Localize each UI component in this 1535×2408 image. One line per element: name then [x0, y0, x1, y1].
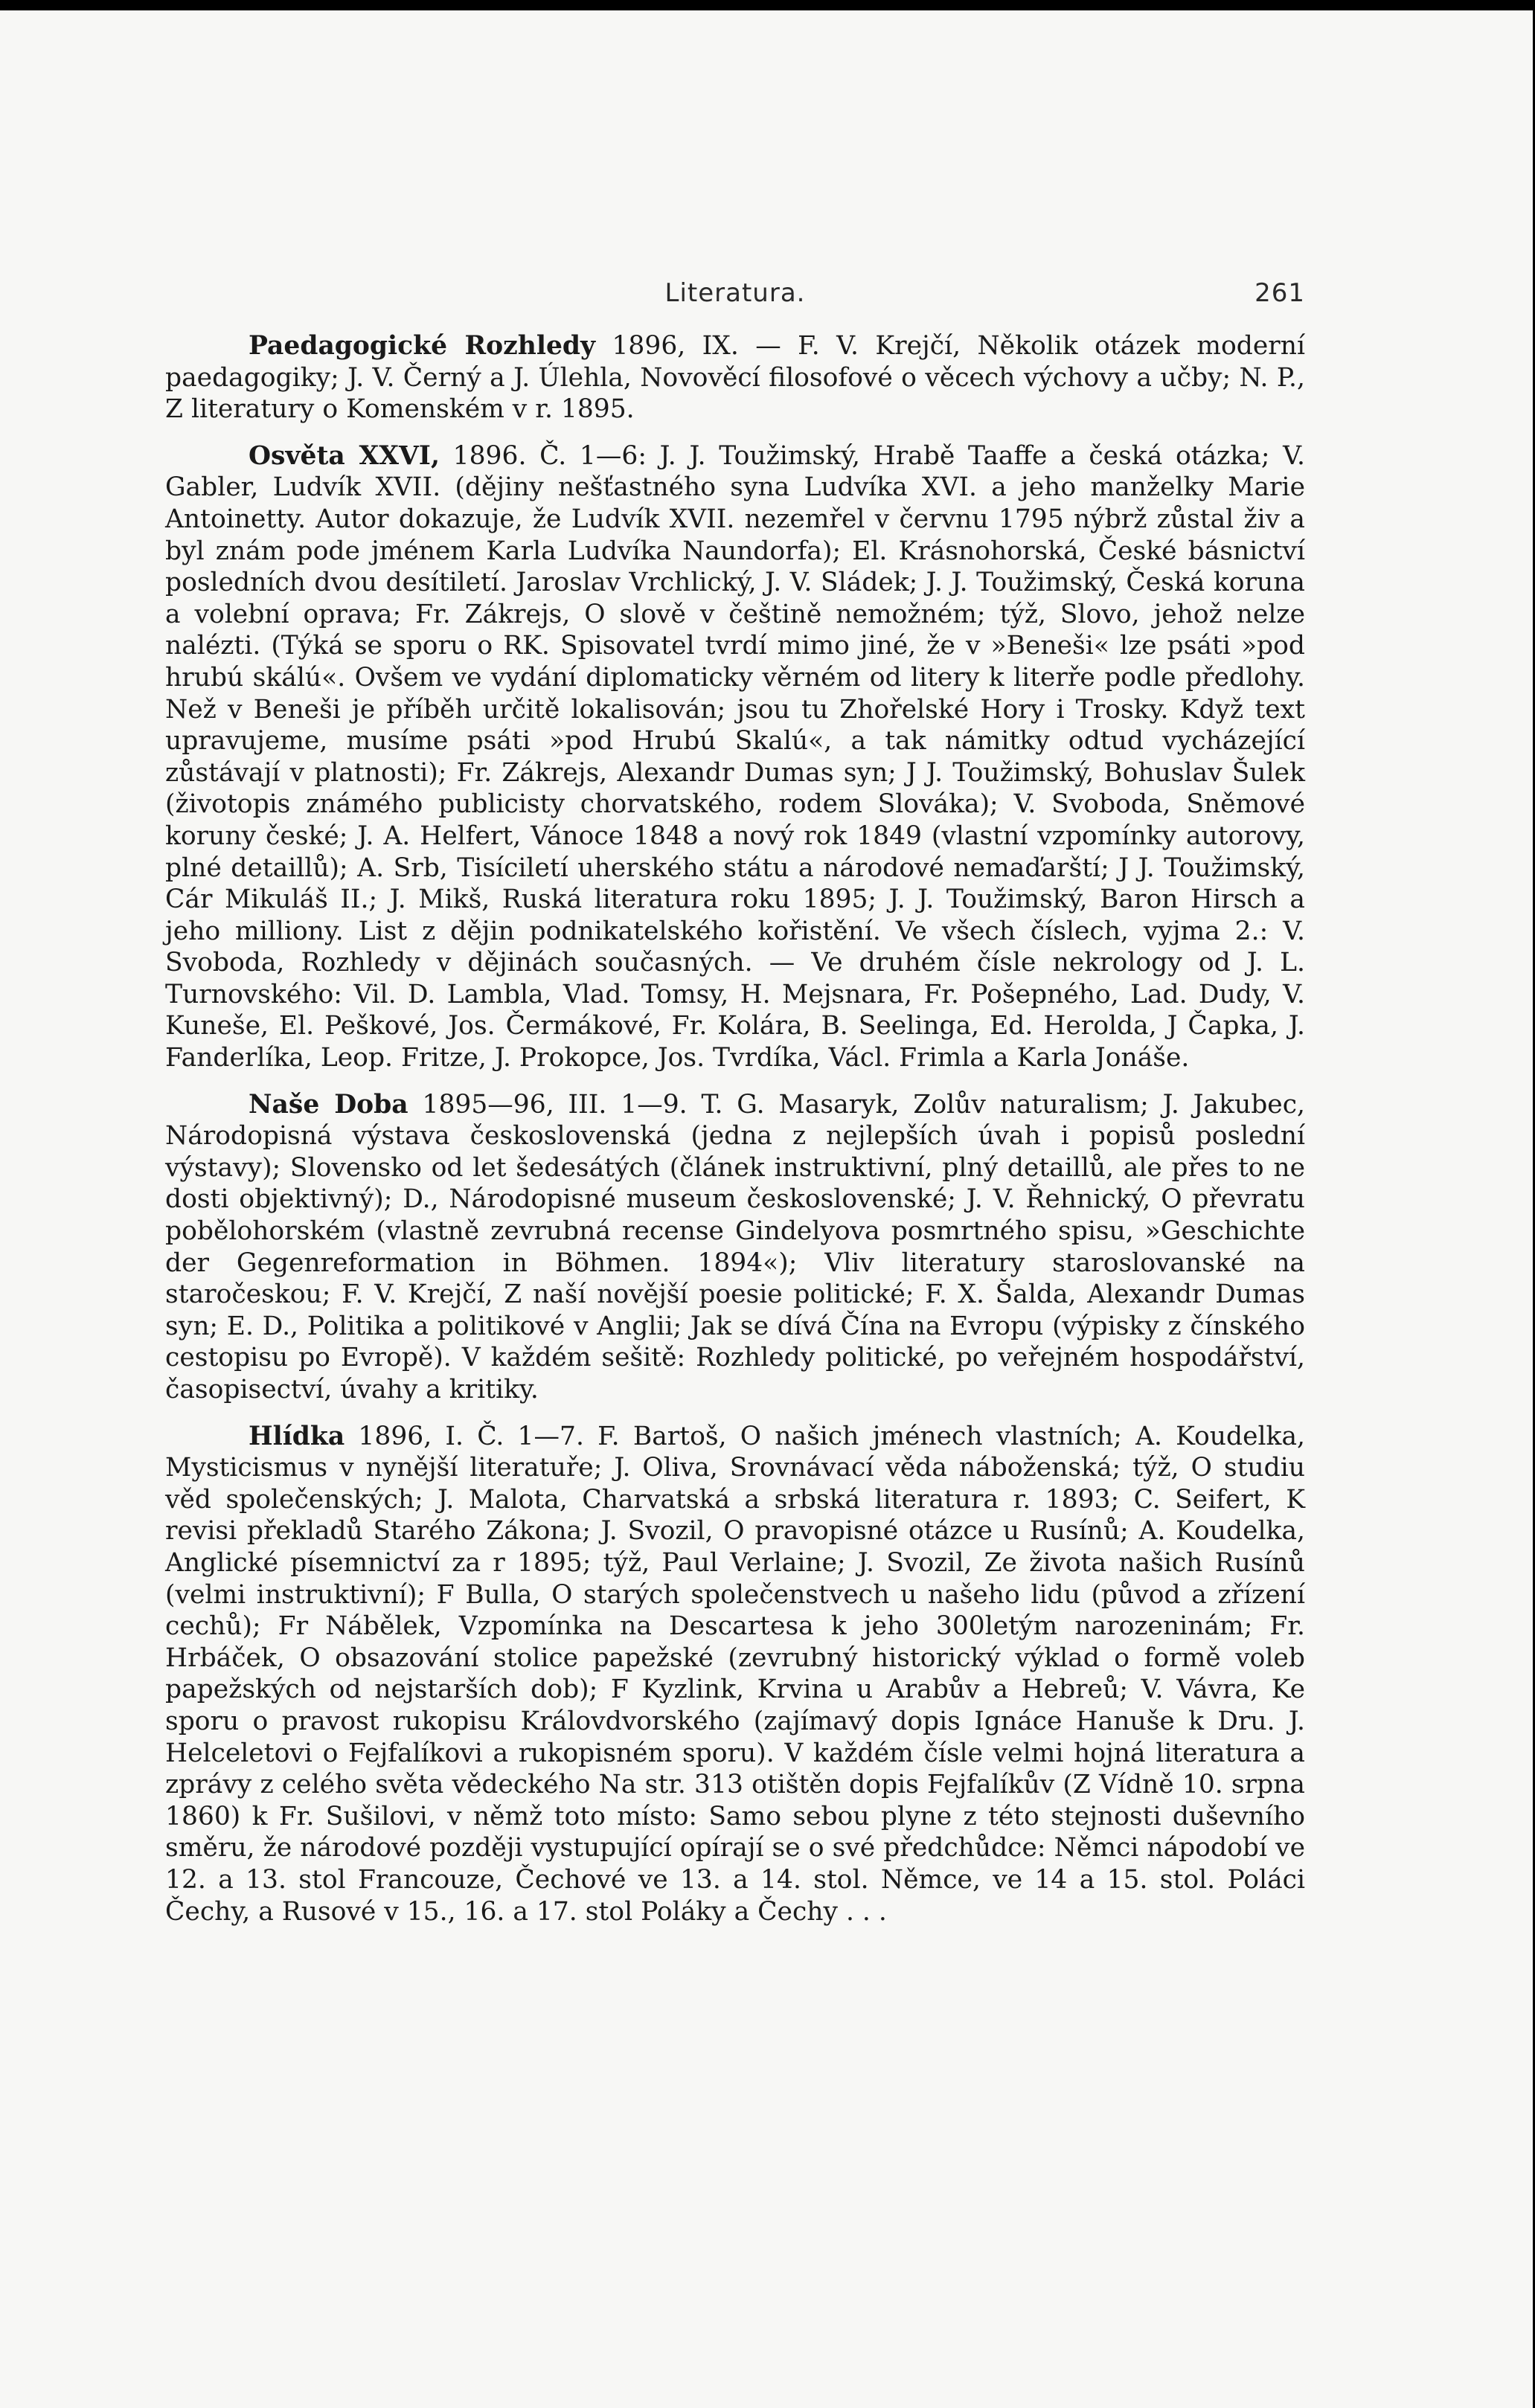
entry-text: 1896, I. Č. 1—7. F. Bartoš, O našich jménech vlastních; A. Koudelka, Mysticismus v nynější literatuře; J. Oliva, Srovnávací věda náboženská; týž, O studiu věd společenských; J. Malota, Charvatská a srbská literatura r. 1893; C. Seifert, K revisi překladů Starého Zákona; J. Svozil, O pravopisné otázce u Rusínů; A. Koudelka, Anglické písemnictví za r 1895; týž, Paul Verlaine; J. Svozil, Ze života našich Rusínů (velmi instruktivní); F Bulla, O starých společenstvech u našeho lidu (původ a zřízení cechů); Fr Nábělek, Vzpomínka na Descartesa k jeho 300letým narozeninám; Fr. Hrbáček, O obsazování stolice papežské (zevrubný historický výklad o formě voleb papežských od nejstarších dob); F Kyzlink, Krvina u Arabův a Hebreů; V. Vávra, Ke sporu o pravost rukopisu Královdvorského (zajímavý dopis Ignáce Hanuše k Dru. J. Helceletovi o Fejfalíkovi a rukopisném sporu). V každém čísle velmi hojná literatura a zprávy z celého světa vědeckého Na str. 313 otištěn dopis Fejfalíkův (Z Vídně 10. srpna 1860) k Fr. Sušilovi, v němž toto místo: Samo sebou plyne z této stejnosti duševního směru, že národové později vystupující opírají se o své předchůdce: Němci nápodobí ve 12. a 13. stol Francouze, Čechové ve 13. a 14. stol. Němce, ve 14 a 15. stol. Poláci Čechy, a Rusové v 15., 16. a 17. stol Poláky a Čechy . . . — [165, 1421, 1305, 1927]
entry-text: 1895—96, III. 1—9. T. G. Masaryk, Zolův naturalism; J. Jakubec, Národopisná výstava československá (jedna z nejlepších úvah i popisů poslední výstavy); Slovensko od let šedesátých (článek instruktivní, plný detaillů, ale přes to ne dosti objektivný); D., Národopisné museum československé; J. V. Řehnický, O převratu pobělohorském (vlastně zevrubná recense Gindelyova posmrtného spisu, »Geschichte der Gegenreformation in Böhmen. 1894«); Vliv literatury staroslovanské na staročeskou; F. V. Krejčí, Z naší novější poesie politické; F. X. Šalda, Alexandr Dumas syn; E. D., Politika a politikové v Anglii; Jak se dívá Čína na Evropu (výpisky z čínského cestopisu po Evropě). V každém sešitě: Rozhledy politické, po veřejném hospodářství, časopisectví, úvahy a kritiky. — [165, 1089, 1305, 1404]
entry-text: 1896. Č. 1—6: J. J. Toužimský, Hrabě Taaffe a česká otázka; V. Gabler, Ludvík XVII. (dějiny nešťastného syna Ludvíka XVI. a jeho manželky Marie Antoinetty. Autor dokazuje, že Ludvík XVII. nezemřel v červnu 1795 nýbrž zůstal živ a byl znám pode jménem Karla Ludvíka Naundorfa); El. Krásnohorská, České básnictví posledních dvou desítiletí. Jaroslav Vrchlický, J. V. Sládek; J. J. Toužimský, Česká koruna a volební oprava; Fr. Zákrejs, O slově v češtině nemožném; týž, Slovo, jehož nelze nalézti. (Týká se sporu o RK. Spisovatel tvrdí mimo jiné, že v »Beneši« lze psáti »pod hrubú skálú«. Ovšem ve vydání diplomaticky věrném od litery k literře podle předlohy. Než v Beneši je příběh určitě lokalisován; jsou tu Zhořelské Hory i Trosky. Když text upravujeme, musíme psáti »pod Hrubú Skalú«, a tak námitky odtud vycházející zůstávají v platnosti); Fr. Zákrejs, Alexandr Dumas syn; J J. Toužimský, Bohuslav Šulek (životopis známého publicisty chorvatského, rodem Slováka); V. Svoboda, Sněmové koruny české; J. A. Helfert, Vánoce 1848 a nový rok 1849 (vlastní vzpomínky autorovy, plné detaillů); A. Srb, Tisíciletí uherského státu a národové nemaďarští; J J. Toužimský, Cár Mikuláš II.; J. Mikš, Ruská literatura roku 1895; J. J. Toužimský, Baron Hirsch a jeho milliony. List z dějin podnikatelského kořistění. Ve všech číslech, vyjma 2.: V. Svoboda, Rozhledy v dějinách současných. — Ve druhém čísle nekrology od J. L. Turnovského: Vil. D. Lambla, Vlad. Tomsy, H. Mejsnara, Fr. Pošepného, Lad. Dudy, V. Kuneše, El. Peškové, Jos. Čermákové, Fr. Kolára, B. Seelinga, Ed. Herolda, J Čapka, J. Fanderlíka, Leop. Fritze, J. Prokopce, Jos. Tvrdíka, Václ. Frimla a Karla Jonáše. — [165, 440, 1305, 1073]
running-title: Literatura. — [664, 278, 806, 308]
entry-paedagogicke-rozhledy — [165, 330, 1305, 426]
entry-lead: Osvěta XXVI, — [249, 440, 440, 471]
entry-lead: Paedagogické Rozhledy — [249, 331, 596, 361]
entry-osveta — [165, 440, 1305, 1074]
entry-hlidka — [165, 1421, 1305, 1928]
entry-text: 1896, IX. — F. V. Krejčí, Několik otázek moderní paedagogiky; J. V. Černý a J. Úlehla, Novověcí filosofové o věcech výchovy a učby; N. P., Z literatury o Komenském v r. 1895. — [165, 331, 1305, 425]
entry-lead: Naše Doba — [249, 1089, 408, 1120]
text-block — [165, 278, 1305, 1942]
entry-lead: Hlídka — [249, 1421, 345, 1451]
running-head — [165, 278, 1305, 330]
page-number: 261 — [1254, 278, 1305, 308]
entry-nase-doba — [165, 1089, 1305, 1406]
scanned-page — [0, 10, 1533, 2408]
